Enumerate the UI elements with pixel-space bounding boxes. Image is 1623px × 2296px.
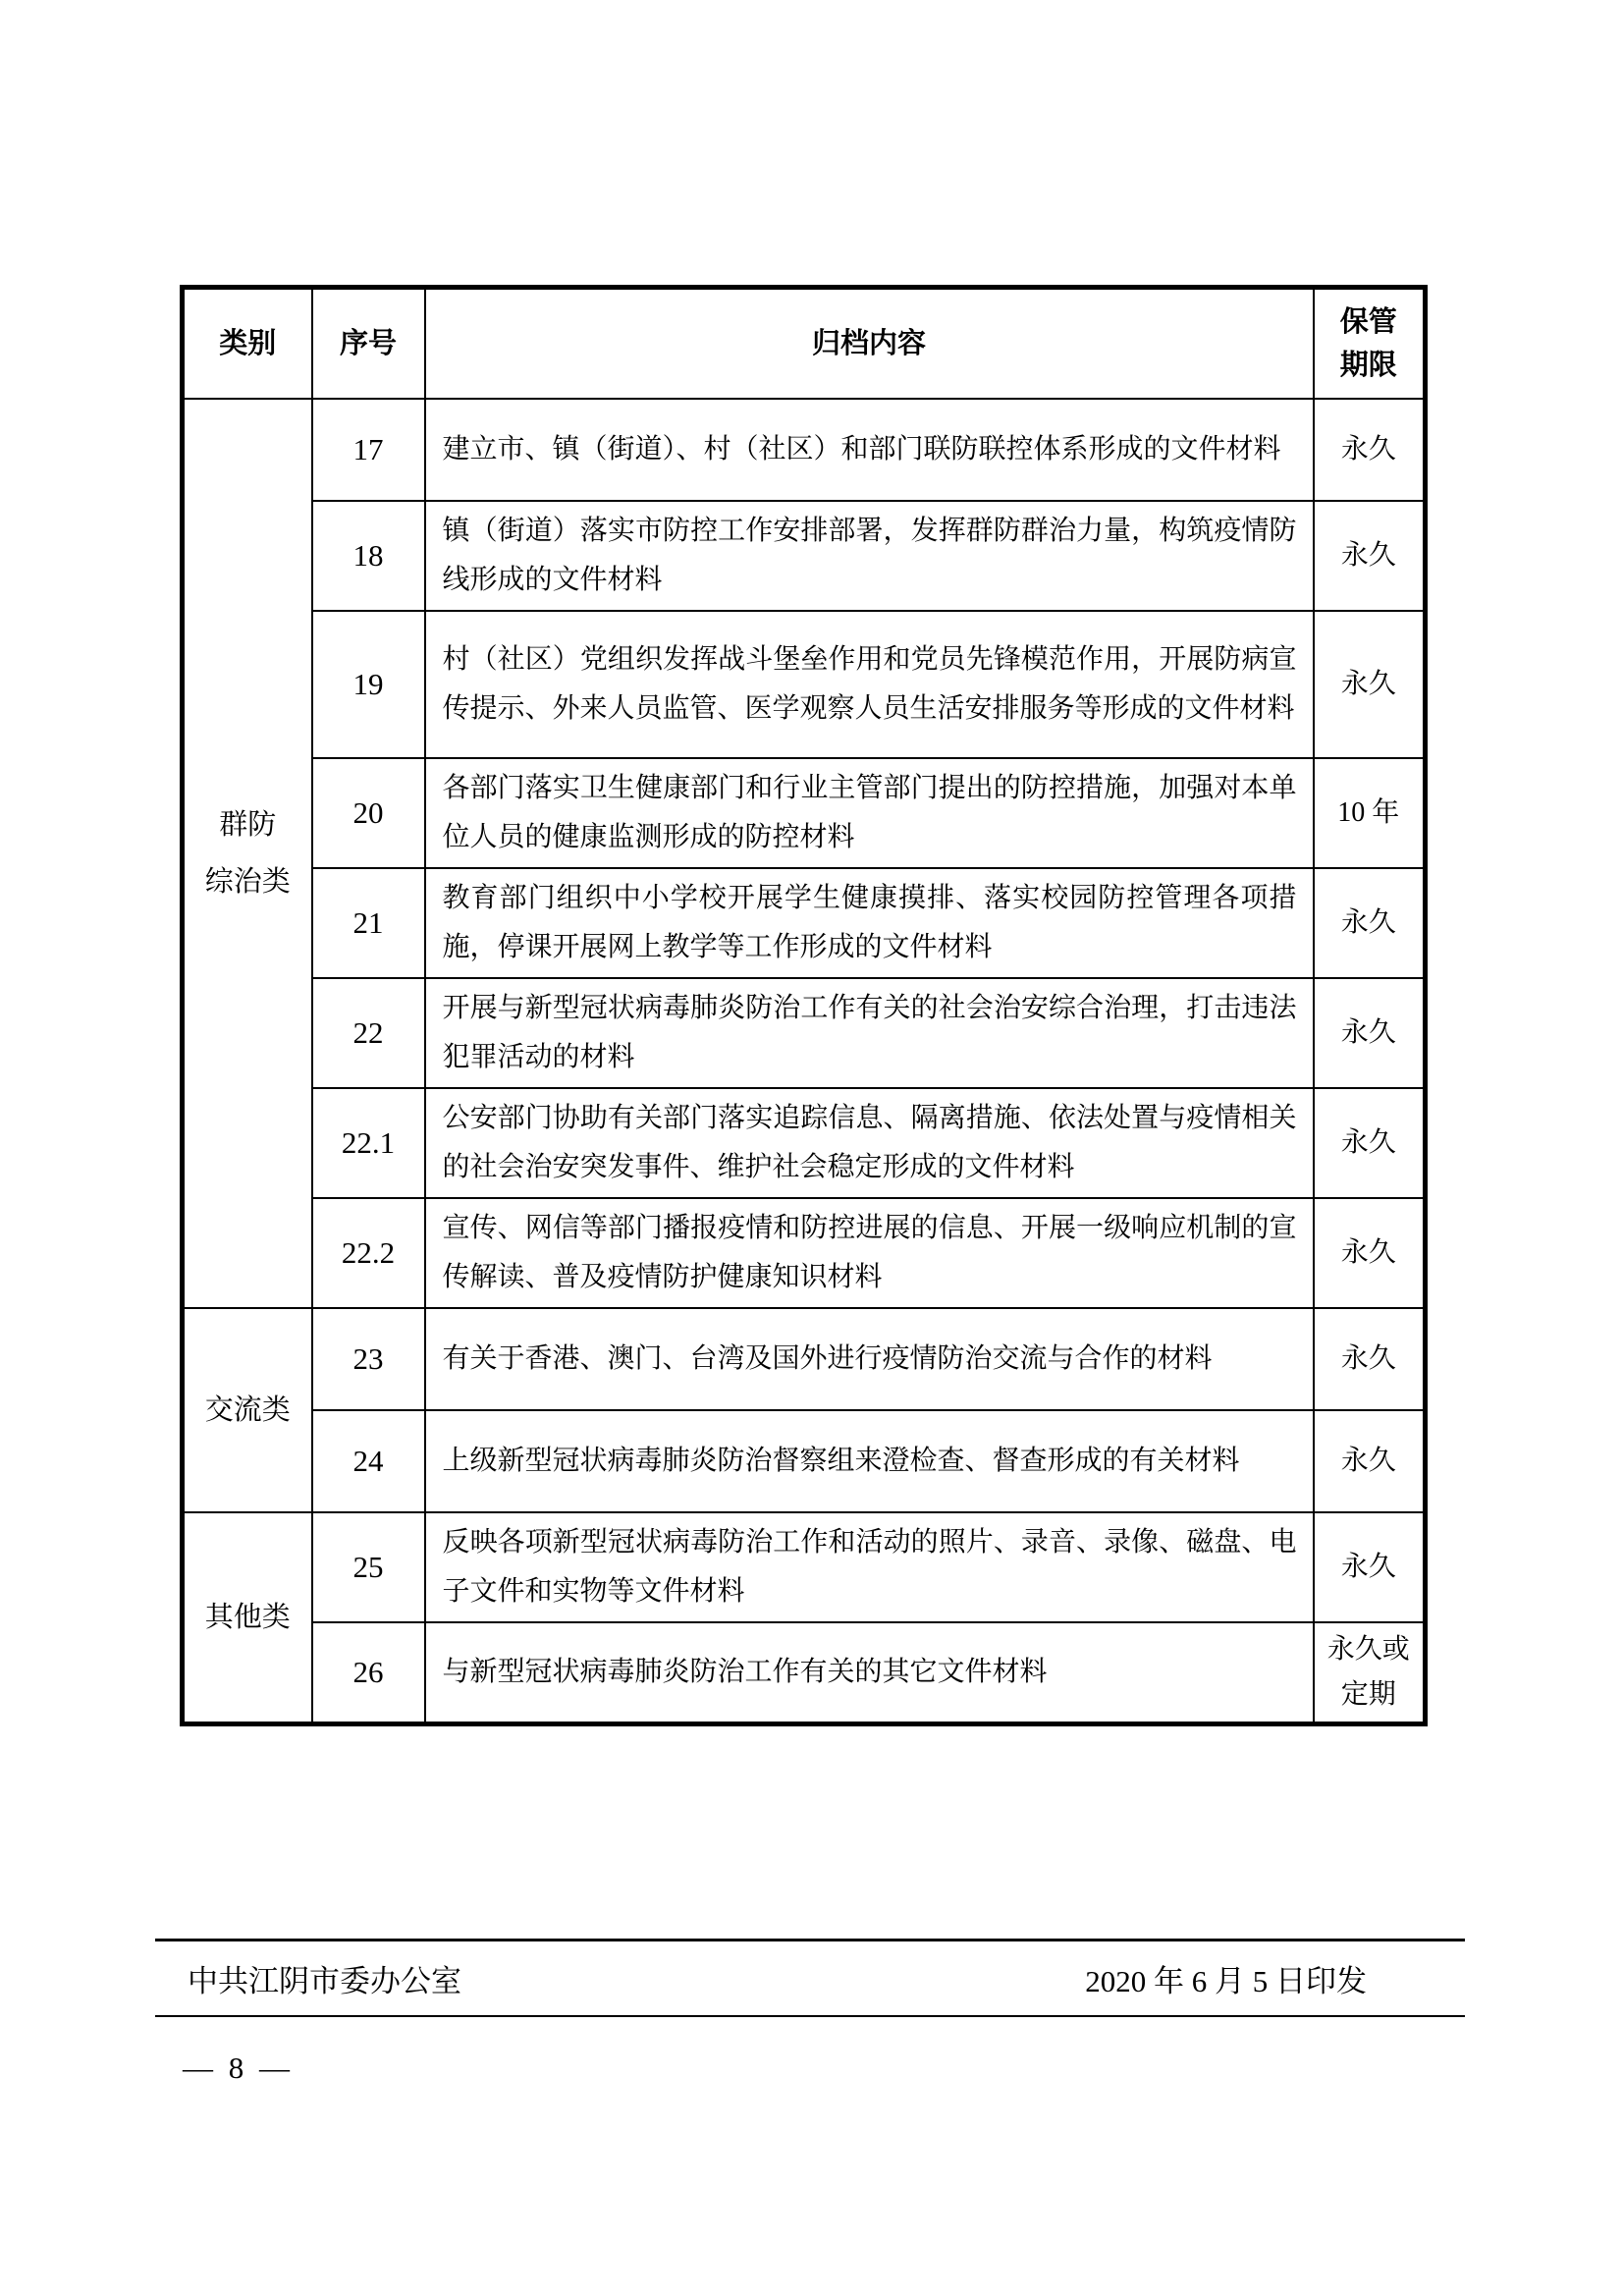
row-number: 26 [312, 1622, 425, 1724]
row-retention: 永久 [1314, 868, 1426, 978]
table-row [183, 399, 1426, 501]
header-retention [1314, 288, 1426, 399]
table-header [183, 288, 1426, 399]
table-row [183, 758, 1426, 868]
category-cell [183, 1512, 312, 1724]
row-retention: 永久 [1314, 1410, 1426, 1512]
row-content: 村（社区）党组织发挥战斗堡垒作用和党员先锋模范作用，开展防病宣传提示、外来人员监管、医学观察人员生活安排服务等形成的文件材料 [425, 611, 1314, 758]
row-content: 有关于香港、澳门、台湾及国外进行疫情防治交流与合作的材料 [425, 1308, 1314, 1410]
page-number: — 8 — [183, 2050, 294, 2085]
header-row [183, 288, 1426, 399]
category-cell [183, 399, 312, 1308]
row-retention: 永久 [1314, 501, 1426, 611]
row-content: 反映各项新型冠状病毒防治工作和活动的照片、录音、录像、磁盘、电子文件和实物等文件材料 [425, 1512, 1314, 1622]
category-label-line: 群防 [219, 808, 277, 841]
header-retention-line2: 期限 [1339, 349, 1397, 381]
header-category: 类别 [183, 288, 312, 399]
row-number: 19 [312, 611, 425, 758]
table-row [183, 611, 1426, 758]
row-number: 22.2 [312, 1198, 425, 1308]
row-number: 21 [312, 868, 425, 978]
row-content: 教育部门组织中小学校开展学生健康摸排、落实校园防控管理各项措施，停课开展网上教学等工作形成的文件材料 [425, 868, 1314, 978]
row-retention: 永久或定期 [1314, 1622, 1426, 1724]
footer-issuer: 中共江阴市委办公室 [188, 1964, 461, 1998]
row-content: 与新型冠状病毒肺炎防治工作有关的其它文件材料 [425, 1622, 1314, 1724]
row-content: 建立市、镇（街道）、村（社区）和部门联防联控体系形成的文件材料 [425, 399, 1314, 501]
table-row [183, 1198, 1426, 1308]
table-row [183, 501, 1426, 611]
footer-rule-bottom [155, 2015, 1465, 2017]
archive-table [180, 285, 1428, 1726]
row-retention: 永久 [1314, 399, 1426, 501]
footer-print-date: 2020 年 6 月 5 日印发 [1085, 1964, 1367, 1998]
row-retention: 永久 [1314, 611, 1426, 758]
row-retention: 10 年 [1314, 758, 1426, 868]
category-cell [183, 1308, 312, 1512]
row-number: 20 [312, 758, 425, 868]
row-number: 22 [312, 978, 425, 1088]
header-content: 归档内容 [425, 288, 1314, 399]
row-number: 22.1 [312, 1088, 425, 1198]
row-content: 各部门落实卫生健康部门和行业主管部门提出的防控措施，加强对本单位人员的健康监测形成的防控材料 [425, 758, 1314, 868]
archive-table-body [183, 399, 1426, 1724]
header-retention-line1: 保管 [1339, 305, 1397, 338]
table-row [183, 1308, 1426, 1410]
archive-table-container [180, 285, 1423, 1726]
category-label-line: 其他类 [204, 1601, 291, 1633]
category-label-line: 交流类 [204, 1394, 291, 1426]
row-retention: 永久 [1314, 1308, 1426, 1410]
header-number: 序号 [312, 288, 425, 399]
row-retention: 永久 [1314, 1088, 1426, 1198]
table-row [183, 1410, 1426, 1512]
row-number: 17 [312, 399, 425, 501]
row-retention: 永久 [1314, 1198, 1426, 1308]
row-content: 宣传、网信等部门播报疫情和防控进展的信息、开展一级响应机制的宣传解读、普及疫情防护健康知识材料 [425, 1198, 1314, 1308]
row-retention: 永久 [1314, 1512, 1426, 1622]
table-row [183, 978, 1426, 1088]
table-row [183, 1512, 1426, 1622]
row-number: 25 [312, 1512, 425, 1622]
row-content: 公安部门协助有关部门落实追踪信息、隔离措施、依法处置与疫情相关的社会治安突发事件、维护社会稳定形成的文件材料 [425, 1088, 1314, 1198]
row-content: 开展与新型冠状病毒肺炎防治工作有关的社会治安综合治理，打击违法犯罪活动的材料 [425, 978, 1314, 1088]
row-number: 24 [312, 1410, 425, 1512]
footer-row [155, 1941, 1465, 2015]
row-number: 18 [312, 501, 425, 611]
table-row [183, 1088, 1426, 1198]
row-content: 上级新型冠状病毒肺炎防治督察组来澄检查、督查形成的有关材料 [425, 1410, 1314, 1512]
row-number: 23 [312, 1308, 425, 1410]
table-row [183, 1622, 1426, 1724]
row-retention: 永久 [1314, 978, 1426, 1088]
category-label-line: 综治类 [204, 865, 291, 898]
table-row [183, 868, 1426, 978]
row-content: 镇（街道）落实市防控工作安排部署，发挥群防群治力量，构筑疫情防线形成的文件材料 [425, 501, 1314, 611]
